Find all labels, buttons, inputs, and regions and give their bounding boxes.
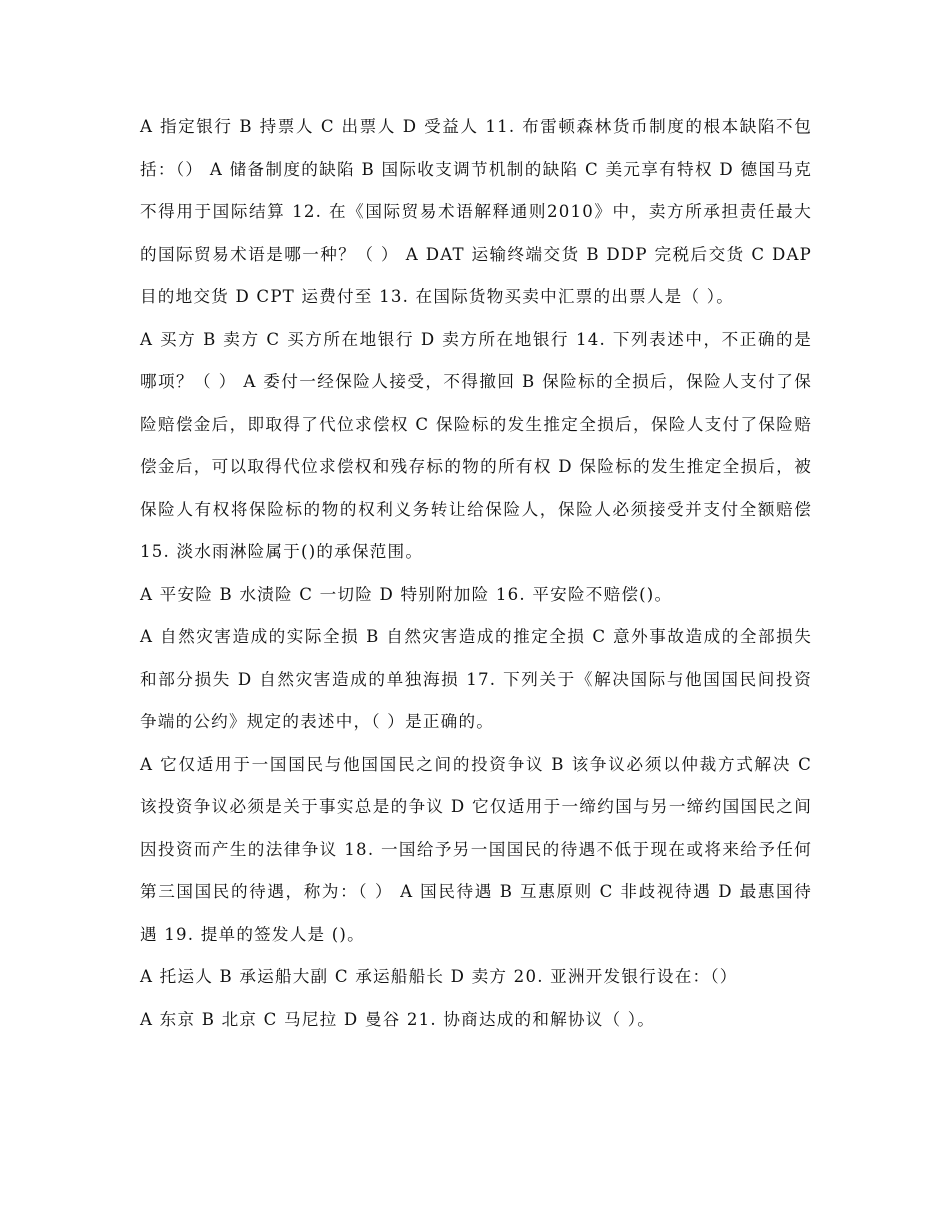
paragraph-questions-11-13: A 指定银行 B 持票人 C 出票人 D 受益人 11. 布雷顿森林货币制度的根本缺陷不包括：（） A 储备制度的缺陷 B 国际收支调节机制的缺陷 C 美元享有特权 D 德国马克不得用于国际结算 12. 在《国际贸易术语解释通则2010》中，卖方所承担责任最大的国际贸易术语是哪一种？（ ） A DAT 运输终端交货 B DDP 完税后交货 C DAP 目的地交货 D CPT 运费付至 13. 在国际货物买卖中汇票的出票人是（ ）。	[140, 117, 812, 306]
document-body	[140, 106, 812, 1041]
paragraph-question-21: A 东京 B 北京 C 马尼拉 D 曼谷 21. 协商达成的和解协议（ ）。	[140, 1009, 656, 1029]
paragraph-question-20: A 托运人 B 承运船大副 C 承运船船长 D 卖方 20. 亚洲开发银行设在：（）	[140, 967, 738, 986]
paragraph-questions-14-15: A 买方 B 卖方 C 买方所在地银行 D 卖方所在地银行 14. 下列表述中，不正确的是哪项？（ ） A 委付一经保险人接受，不得撤回 B 保险标的全损后，保险人支付了保险赔偿金后，即取得了代位求偿权 C 保险标的发生推定全损后，保险人支付了保险赔偿金后，可以取得代位求偿权和残存标的物的所有权 D 保险标的发生推定全损后，被保险人有权将保险标的物的权利义务转让给保险人，保险人必须接受并支付全额赔偿 15. 淡水雨淋险属于()的承保范围。	[140, 329, 812, 561]
paragraph-question-17: A 自然灾害造成的实际全损 B 自然灾害造成的推定全损 C 意外事故造成的全部损失和部分损失 D 自然灾害造成的单独海损 17. 下列关于《解决国际与他国国民间投资争端的公约》规定的表述中，（ ）是正确的。	[140, 627, 812, 731]
paragraph-question-16: A 平安险 B 水渍险 C 一切险 D 特别附加险 16. 平安险不赔偿()。	[140, 584, 673, 604]
paragraph-questions-18-19: A 它仅适用于一国国民与他国国民之间的投资争议 B 该争议必须以仲裁方式解决 C 该投资争议必须是关于事实总是的争议 D 它仅适用于一缔约国与另一缔约国国民之间因投资而产生的法律争议 18. 一国给予另一国国民的待遇不低于现在或将来给予任何第三国国民的待遇，称为：（ ） A 国民待遇 B 互惠原则 C 非歧视待遇 D 最惠国待遇 19. 提单的签发人是 ()。	[140, 754, 812, 944]
